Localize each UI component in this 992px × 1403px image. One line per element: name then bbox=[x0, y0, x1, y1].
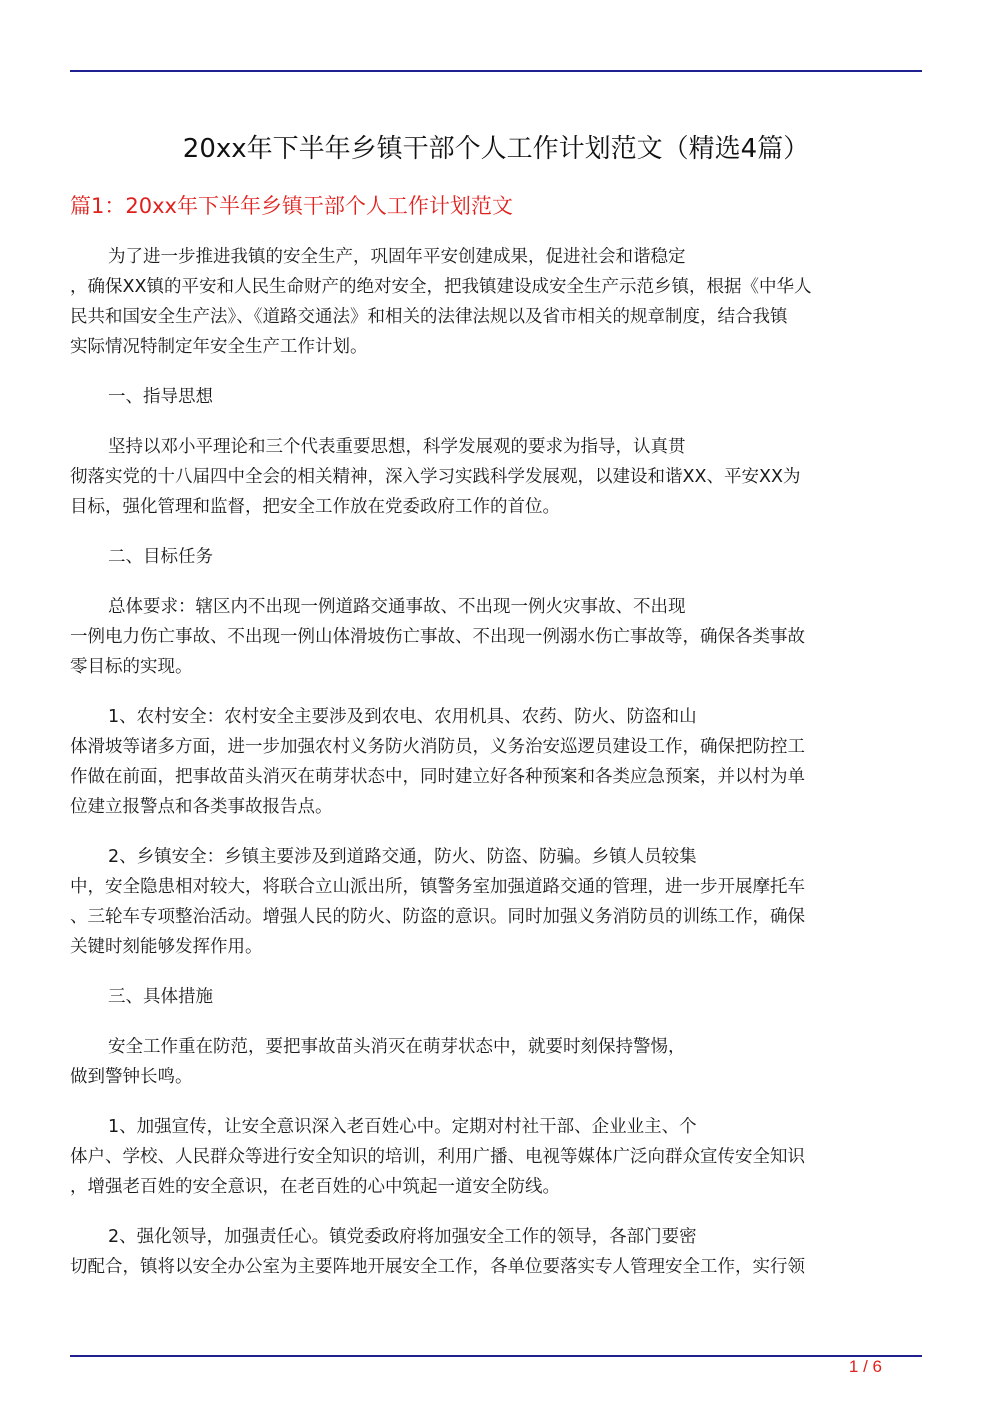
text-line: 作做在前面，把事故苗头消灭在萌芽状态中，同时建立好各种预案和各类应急预案，并以村为单 bbox=[70, 767, 805, 787]
text-line: 安全工作重在防范，要把事故苗头消灭在萌芽状态中，就要时刻保持警惕， bbox=[108, 1037, 686, 1057]
text-line: 体户、学校、人民群众等进行安全知识的培训，利用广播、电视等媒体广泛向群众宣传安全知识 bbox=[70, 1147, 805, 1167]
text-line: 切配合，镇将以安全办公室为主要阵地开展安全工作，各单位要落实专人管理安全工作，实行领 bbox=[70, 1257, 805, 1277]
text-line: 2、强化领导，加强责任心。镇党委政府将加强安全工作的领导，各部门要密 bbox=[108, 1227, 697, 1247]
footer-rule bbox=[70, 1355, 922, 1357]
text-line: 彻落实党的十八届四中全会的相关精神，深入学习实践科学发展观，以建设和谐XX、平安XX为 bbox=[70, 467, 801, 487]
text-line: 关键时刻能够发挥作用。 bbox=[70, 937, 263, 957]
text-line: ，增强老百姓的安全意识，在老百姓的心中筑起一道安全防线。 bbox=[70, 1177, 560, 1197]
text-line: 民共和国安全生产法》、《道路交通法》和相关的法律法规以及省市相关的规章制度，结合我镇 bbox=[70, 307, 788, 327]
text-line: 目标，强化管理和监督，把安全工作放在党委政府工作的首位。 bbox=[70, 497, 560, 517]
paragraph bbox=[70, 432, 912, 522]
section-heading: 二、目标任务 bbox=[108, 547, 213, 567]
text-line: ，确保XX镇的平安和人民生命财产的绝对安全，把我镇建设成安全生产示范乡镇，根据《中华人 bbox=[70, 277, 812, 297]
text-line: 为了进一步推进我镇的安全生产，巩固年平安创建成果，促进社会和谐稳定 bbox=[108, 247, 686, 267]
text-line: 零目标的实现。 bbox=[70, 657, 193, 677]
text-line: 1、加强宣传，让安全意识深入老百姓心中。定期对村社干部、企业业主、个 bbox=[108, 1117, 697, 1137]
section-title: 篇1：20xx年下半年乡镇干部个人工作计划范文 bbox=[70, 194, 513, 218]
text-line: 总体要求：辖区内不出现一例道路交通事故、不出现一例火灾事故、不出现 bbox=[108, 597, 686, 617]
text-line: 一例电力伤亡事故、不出现一例山体滑坡伤亡事故、不出现一例溺水伤亡事故等，确保各类事故 bbox=[70, 627, 805, 647]
text-line: 、三轮车专项整治活动。增强人民的防火、防盗的意识。同时加强义务消防员的训练工作，确保 bbox=[70, 907, 805, 927]
document-body bbox=[70, 242, 912, 1302]
header-rule bbox=[70, 70, 922, 72]
paragraph bbox=[70, 242, 912, 362]
page-number: 1 / 6 bbox=[848, 1357, 882, 1376]
text-line: 坚持以邓小平理论和三个代表重要思想，科学发展观的要求为指导，认真贯 bbox=[108, 437, 686, 457]
paragraph bbox=[70, 702, 912, 822]
text-line: 中，安全隐患相对较大，将联合立山派出所，镇警务室加强道路交通的管理，进一步开展摩托车 bbox=[70, 877, 805, 897]
text-line: 1、农村安全：农村安全主要涉及到农电、农用机具、农药、防火、防盗和山 bbox=[108, 707, 697, 727]
paragraph bbox=[70, 592, 912, 682]
document-title: 20xx年下半年乡镇干部个人工作计划范文（精选4篇） bbox=[182, 134, 810, 164]
section-heading: 三、具体措施 bbox=[108, 987, 213, 1007]
paragraph bbox=[70, 842, 912, 962]
paragraph bbox=[70, 1112, 912, 1202]
text-line: 位建立报警点和各类事故报告点。 bbox=[70, 797, 333, 817]
text-line: 体滑坡等诸多方面，进一步加强农村义务防火消防员，义务治安巡逻员建设工作，确保把防控工 bbox=[70, 737, 805, 757]
section-heading: 一、指导思想 bbox=[108, 387, 213, 407]
paragraph bbox=[70, 1032, 912, 1092]
text-line: 2、乡镇安全：乡镇主要涉及到道路交通，防火、防盗、防骗。乡镇人员较集 bbox=[108, 847, 697, 867]
text-line: 实际情况特制定年安全生产工作计划。 bbox=[70, 337, 368, 357]
text-line: 做到警钟长鸣。 bbox=[70, 1067, 193, 1087]
paragraph bbox=[70, 1222, 912, 1282]
